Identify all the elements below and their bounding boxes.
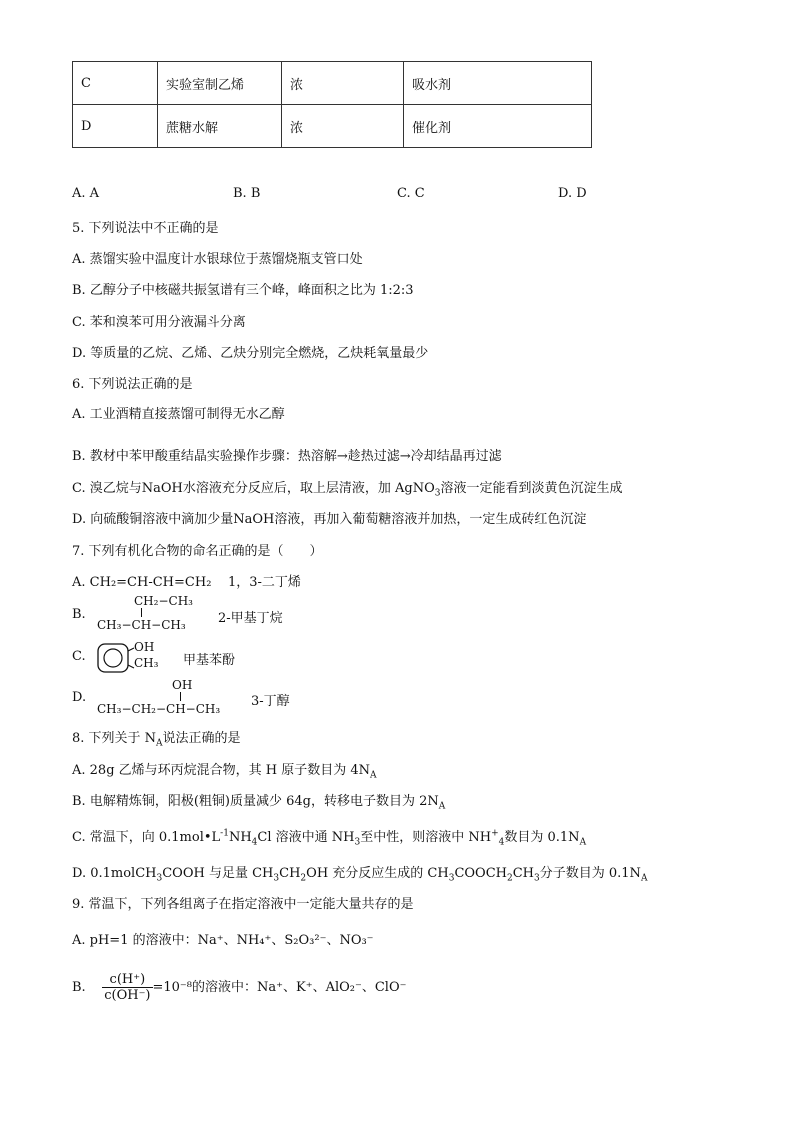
q6-option-a: A. 工业酒精直接蒸馏可制得无水乙醇 <box>72 407 285 422</box>
q5-option-d: D. 等质量的乙烷、乙烯、乙炔分别完全燃烧，乙炔耗氧量最少 <box>72 346 429 361</box>
q7-option-c-name: 甲基苯酚 <box>183 653 236 668</box>
q9-option-b: B. $\frac{c(H^+)}{c(OH^-)}$ =10⁻⁸的溶液中：Na⁺、K⁺、AlO₂⁻、ClO⁻ <box>72 972 407 1003</box>
table-cell: 浓 <box>282 105 404 148</box>
q9-b-fraction: $\frac{c(H^+)}{c(OH^-)}$ <box>104 972 151 1003</box>
table-cell: 催化剂 <box>404 105 592 148</box>
q8-option-b: B. 电解精炼铜，阳极(粗铜)质量减少 64g，转移电子数目为 $2N_A$ <box>72 794 446 812</box>
benzene-ring-icon <box>96 641 136 675</box>
q7-option-b-label: B. <box>72 607 86 622</box>
q7-option-b-name: 2-甲基丁烷 <box>218 611 283 626</box>
q7-option-d-name: 3-丁醇 <box>251 694 290 709</box>
q8-option-c: C. 常温下，向 $0.1mol•L^{-1}NH_4Cl$ 溶液中通 $NH_3$至中性，则溶液中 $NH^+_4$数目为 $0.1N_A$ <box>72 828 587 848</box>
q4-option-c: C. C <box>397 186 425 201</box>
table-cell: 吸水剂 <box>404 62 592 105</box>
q7-option-a: A. CH₂=CH-CH=CH₂ 1，3-二丁烯 <box>72 575 301 590</box>
q9-stem: 9. 常温下，下列各组离子在指定溶液中一定能大量共存的是 <box>72 897 414 912</box>
q9-option-a: A. pH=1 的溶液中：Na⁺、NH₄⁺、S₂O₃²⁻、NO₃⁻ <box>72 933 374 948</box>
q6-option-b: B. 教材中苯甲酸重结晶实验操作步骤：热溶解→趁热过滤→冷却结晶再过滤 <box>72 449 502 464</box>
q7-option-d-label: D. <box>72 690 87 705</box>
table-cell: 浓 <box>282 62 404 105</box>
q7-d-structure-bottom: CH₃−CH₂−CH−CH₃ <box>97 702 221 716</box>
table-row <box>73 105 592 148</box>
q5-option-a: A. 蒸馏实验中温度计水银球位于蒸馏烧瓶支管口处 <box>72 252 363 267</box>
q7-d-oh: OH <box>172 678 193 692</box>
table-row <box>73 62 592 105</box>
q7-b-bond <box>141 608 142 617</box>
table-cell: C <box>73 62 158 105</box>
q7-b-structure-top: CH₂−CH₃ <box>134 594 193 608</box>
q8-option-a: A. 28g 乙烯与环丙烷混合物，其 H 原子数目为 $4N_A$ <box>72 763 377 781</box>
q4-option-b: B. B <box>233 186 261 201</box>
q5-stem: 5. 下列说法中不正确的是 <box>72 221 219 236</box>
q7-stem: 7. 下列有机化合物的命名正确的是（ ） <box>72 544 323 559</box>
q8-stem: 8. 下列关于 $N_A$说法正确的是 <box>72 731 241 749</box>
q6-option-c: C. 溴乙烷与NaOH水溶液充分反应后，取上层清液，加 AgNO$_3$溶液一定能看到淡黄色沉淀生成 <box>72 481 623 499</box>
q6-option-d: D. 向硫酸铜溶液中滴加少量NaOH溶液，再加入葡萄糖溶液并加热，一定生成砖红色沉淀 <box>72 512 587 527</box>
table-cell: 蔗糖水解 <box>158 105 282 148</box>
q6-stem: 6. 下列说法正确的是 <box>72 377 193 392</box>
q4-option-a: A. A <box>72 186 100 201</box>
q5-option-b: B. 乙醇分子中核磁共振氢谱有三个峰，峰面积之比为 1:2:3 <box>72 283 414 298</box>
q7-option-c-label: C. <box>72 649 86 664</box>
q5-option-c: C. 苯和溴苯可用分液漏斗分离 <box>72 315 246 330</box>
q7-b-structure-bottom: CH₃−CH−CH₃ <box>97 618 186 632</box>
q7-d-bond <box>180 692 181 701</box>
q4-option-d: D. D <box>558 186 587 201</box>
reagent-table <box>72 61 592 148</box>
q8-option-d: D. 0.1molCH$_3$COOH 与足量 $CH_3CH_2OH$ 充分反应生成的 $CH_3COOCH_2CH_3$分子数目为 $0.1N_A$ <box>72 866 648 884</box>
q7-c-oh: OH <box>134 640 155 654</box>
table-cell: 实验室制乙烯 <box>158 62 282 105</box>
q7-c-ch3: CH₃ <box>134 656 159 670</box>
table-cell: D <box>73 105 158 148</box>
